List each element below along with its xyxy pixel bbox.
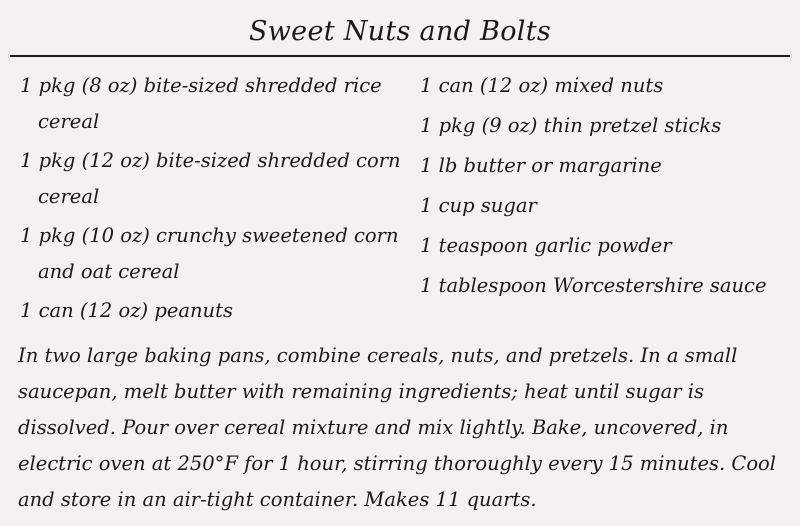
ingredient-item: 1 teaspoon garlic powder bbox=[420, 234, 672, 257]
ingredient-item: 1 can (12 oz) peanuts bbox=[20, 299, 233, 322]
ingredients-list-left bbox=[20, 68, 415, 332]
ingredient-item: 1 cup sugar bbox=[420, 194, 537, 217]
ingredient-item: 1 can (12 oz) mixed nuts bbox=[420, 74, 664, 97]
title-divider bbox=[10, 55, 790, 57]
recipe-instructions: In two large baking pans, combine cereals, nuts, and pretzels. In a small saucepan, melt butter with remaining ingredients; heat until sugar is dissolved. Pour over cereal mixture and mix lightly. Bake, uncovered, in electric oven at 250°F for 1 hour, stirring thoroughly every 15 minutes. Cool and store in an air-tight container. Makes 11 quarts. bbox=[18, 344, 777, 511]
ingredient-item: 1 lb butter or margarine bbox=[420, 154, 662, 177]
recipe-title: Sweet Nuts and Bolts bbox=[248, 16, 552, 47]
ingredient-item: 1 pkg (8 oz) bite-sized shredded rice cereal bbox=[20, 74, 382, 133]
ingredient-item: 1 pkg (12 oz) bite-sized shredded corn cereal bbox=[20, 149, 401, 208]
ingredient-item: 1 pkg (9 oz) thin pretzel sticks bbox=[420, 114, 722, 137]
ingredient-item: 1 pkg (10 oz) crunchy sweetened corn and oat cereal bbox=[20, 224, 399, 283]
ingredient-item: 1 tablespoon Worcestershire sauce bbox=[420, 274, 767, 297]
ingredients-list-right bbox=[420, 68, 790, 308]
